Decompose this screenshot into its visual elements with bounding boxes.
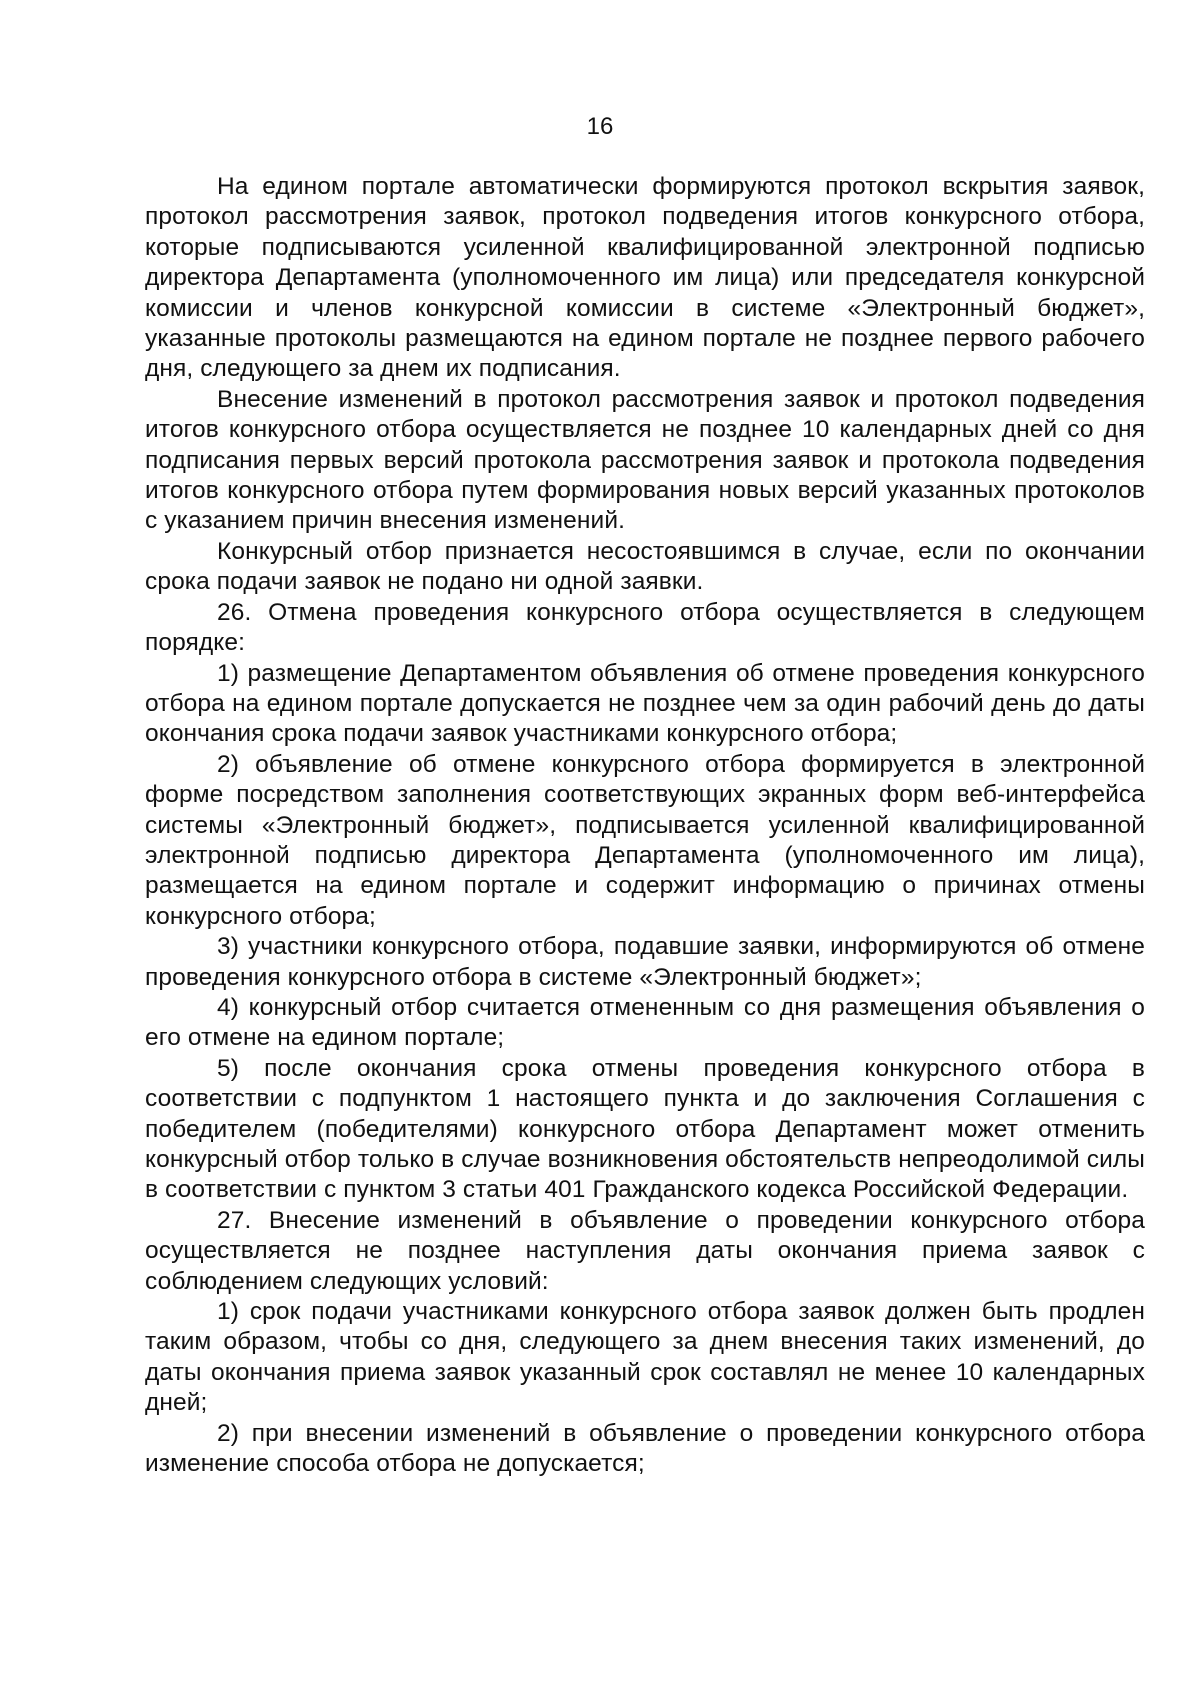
paragraph-item-26: 26. Отмена проведения конкурсного отбора осуществляется в следующем порядке: (145, 598, 1145, 657)
paragraph-item-26-sub-4: 4) конкурсный отбор считается отмененным со дня размещения объявления о его отмене на едином портале; (145, 993, 1145, 1052)
paragraph-item-27-sub-2: 2) при внесении изменений в объявление о проведении конкурсного отбора изменение способа отбора не допускается; (145, 1419, 1145, 1478)
page-number: 16 (586, 113, 614, 140)
paragraph-item-27-sub-1: 1) срок подачи участниками конкурсного отбора заявок должен быть продлен таким образом, чтобы со дня, следующего за днем внесения таких изменений, до даты окончания приема заявок указанный срок составлял не менее 10 календарных дней; (145, 1298, 1145, 1417)
paragraph-item-27: 27. Внесение изменений в объявление о проведении конкурсного отбора осуществляется не позднее наступления даты окончания приема заявок с соблюдением следующих условий: (145, 1206, 1145, 1295)
paragraph-item-26-sub-5: 5) после окончания срока отмены проведения конкурсного отбора в соответствии с подпунктом 1 настоящего пункта и до заключения Соглашения с победителем (победителями) конкурсного отбора Департамент может отменить конкурсный отбор только в случае возникновения обстоятельств непреодолимой силы в соответствии с пунктом 3 статьи 401 Гражданского кодекса Российской Федерации. (145, 1054, 1145, 1204)
paragraph-selection-failed: Конкурсный отбор признается несостоявшимся в случае, если по окончании срока подачи заявок не подано ни одной заявки. (145, 537, 1145, 596)
paragraph-item-26-sub-1: 1) размещение Департаментом объявления об отмене проведения конкурсного отбора на едином портале допускается не позднее чем за один рабочий день до даты окончания срока подачи заявок участниками конкурсного отбора; (145, 659, 1145, 748)
paragraph-item-26-sub-3: 3) участники конкурсного отбора, подавшие заявки, информируются об отмене проведения конкурсного отбора в системе «Электронный бюджет»; (145, 933, 1145, 991)
paragraph-protocol-changes: Внесение изменений в протокол рассмотрения заявок и протокол подведения итогов конкурсного отбора осуществляется не позднее 10 календарных дней со дня подписания первых версий протокола рассмотрения заявок и протокола подведения итогов конкурсного отбора путем формирования новых версий указанных протоколов с указанием причин внесения изменений. (145, 385, 1145, 535)
paragraph-item-26-sub-2: 2) объявление об отмене конкурсного отбора формируется в электронной форме посредством заполнения соответствующих экранных форм веб-интерфейса системы «Электронный бюджет», подписывается усиленной квалифицированной электронной подписью директора Департамента (уполномоченного им лица), размещается на едином портале и содержит информацию о причинах отмены конкурсного отбора; (145, 750, 1145, 930)
paragraph-protocols-formation: На едином портале автоматически формируются протокол вскрытия заявок, протокол рассмотрения заявок, протокол подведения итогов конкурсного отбора, которые подписываются усиленной квалифицированной электронной подписью директора Департамента (уполномоченного им лица) или председателя конкурсной комиссии и членов конкурсной комиссии в системе «Электронный бюджет», указанные протоколы размещаются на едином портале не позднее первого рабочего дня, следующего за днем их подписания. (145, 173, 1145, 383)
document-body (145, 172, 1145, 1479)
